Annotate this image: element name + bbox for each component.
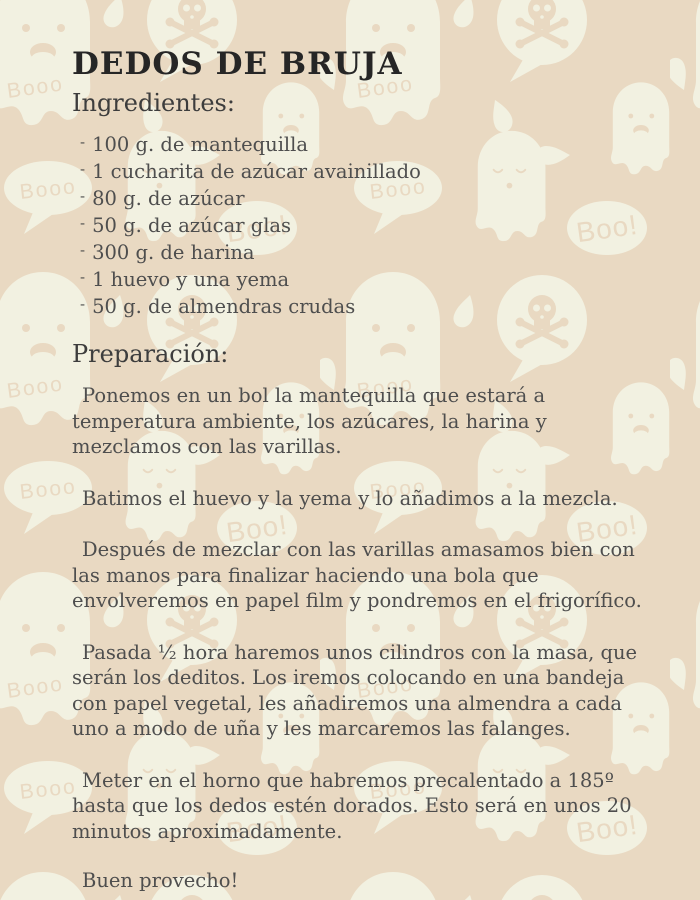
ingredient-text: 100 g. de mantequilla xyxy=(92,133,309,156)
list-item xyxy=(80,157,660,184)
ingredients-list xyxy=(72,130,660,319)
ingredient-text: 300 g. de harina xyxy=(92,241,255,264)
list-item xyxy=(80,292,660,319)
ingredients-heading: Ingredientes: xyxy=(72,89,235,117)
list-marker: - xyxy=(80,160,86,178)
closing-note: Buen provecho! xyxy=(82,869,239,892)
preparation-step: Después de mezclar con las varillas amasamos bien con las manos para finalizar haciendo una bola que envolveremos en papel film y pondremos en el frigorífico. xyxy=(72,538,642,612)
list-marker: - xyxy=(80,214,86,232)
list-item xyxy=(80,211,660,238)
list-item xyxy=(80,265,660,292)
preparation-step: Pasada ½ hora haremos unos cilindros con la masa, que serán los deditos. Los iremos colocando en una bandeja con papel vegetal, les añadiremos una almendra a cada uno a modo de uña y les marcaremos las falanges. xyxy=(72,640,638,740)
preparation-step: Ponemos en un bol la mantequilla que estará a temperatura ambiente, los azúcares, la harina y mezclamos con las varillas. xyxy=(72,384,547,458)
list-marker: - xyxy=(80,133,86,151)
ingredient-text: 50 g. de azúcar glas xyxy=(92,214,292,237)
preparation-step: Batimos el huevo y la yema y lo añadimos a la mezcla. xyxy=(82,486,618,510)
ingredient-text: 50 g. de almendras crudas xyxy=(92,295,356,318)
preparation-heading: Preparación: xyxy=(72,340,229,368)
list-item xyxy=(80,238,660,265)
list-item xyxy=(80,130,660,157)
page-title: DEDOS DE BRUJA xyxy=(72,46,403,82)
list-marker: - xyxy=(80,295,86,313)
ingredient-text: 1 cucharita de azúcar avainillado xyxy=(92,160,421,183)
list-marker: - xyxy=(80,187,86,205)
ingredient-text: 80 g. de azúcar xyxy=(92,187,245,210)
list-marker: - xyxy=(80,268,86,286)
preparation-step: Meter en el horno que habremos precalentado a 185º hasta que los dedos estén dorados. Esto será en unos 20 minutos aproximadamente. xyxy=(72,768,632,843)
list-item xyxy=(80,184,660,211)
preparation-steps xyxy=(72,383,660,894)
list-marker: - xyxy=(80,241,86,259)
ingredient-text: 1 huevo y una yema xyxy=(92,268,290,291)
